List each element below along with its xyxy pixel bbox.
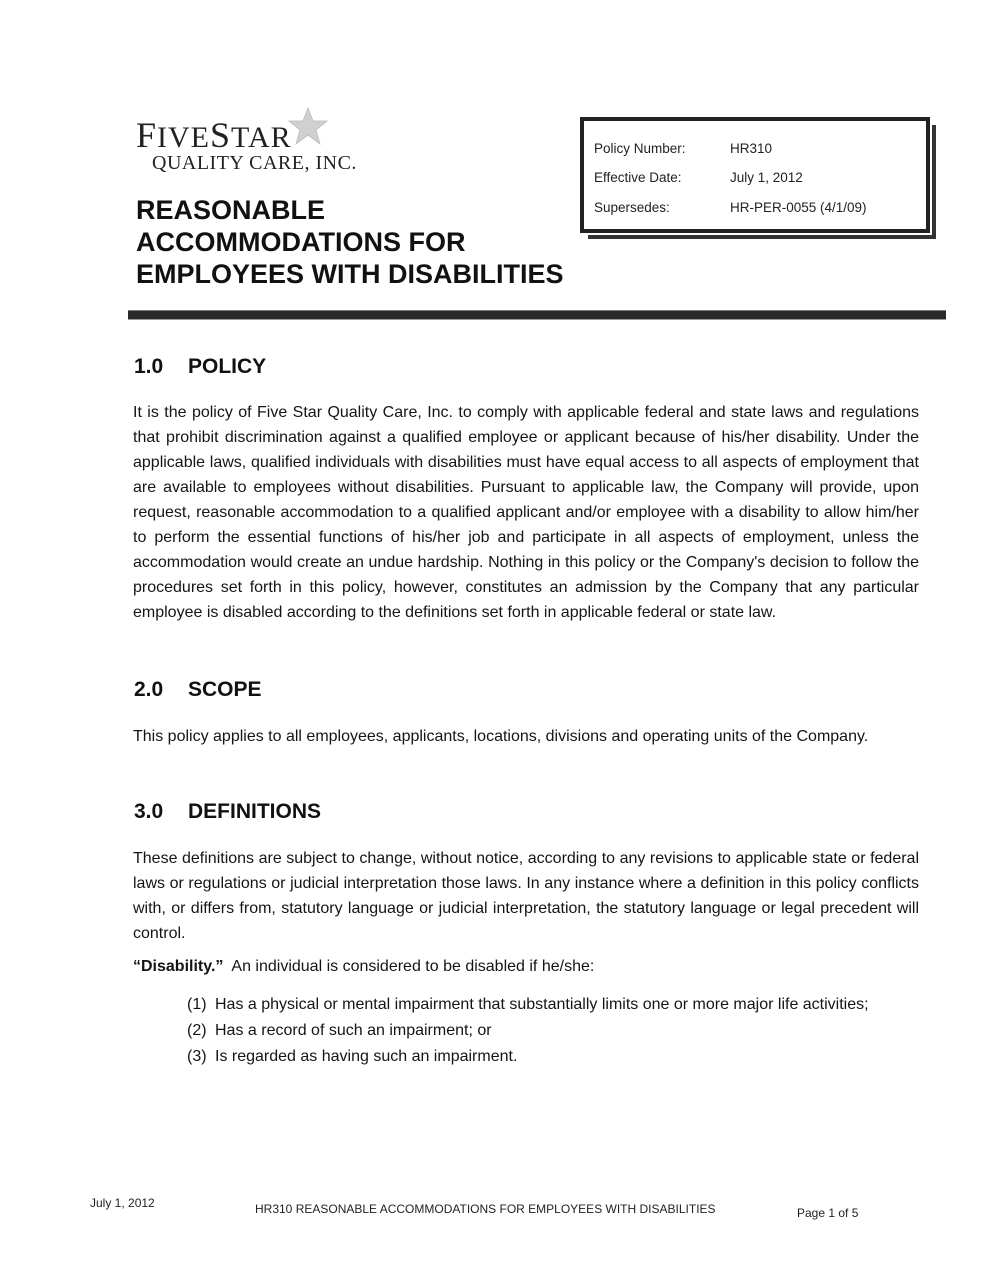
supersedes-value: HR-PER-0055 (4/1/09) (730, 200, 867, 215)
title-line: ACCOMMODATIONS FOR (136, 227, 466, 257)
list-item (187, 1044, 869, 1070)
policy-number-label: Policy Number: (594, 141, 686, 156)
effective-date-row (594, 170, 803, 185)
list-marker: (1) (187, 996, 207, 1013)
logo-letter: S (210, 115, 232, 155)
definition-list (187, 992, 869, 1070)
list-item-text: Is regarded as having such an impairment. (215, 1048, 518, 1065)
star-icon (288, 106, 328, 146)
section-number: 3.0 (134, 800, 164, 823)
section-title: POLICY (188, 355, 267, 378)
section-heading-policy (134, 355, 266, 379)
section-title: DEFINITIONS (188, 800, 322, 823)
section-heading-scope (134, 678, 262, 702)
logo-letters: TAR (231, 121, 292, 154)
footer-date: July 1, 2012 (90, 1196, 155, 1210)
scope-paragraph: This policy applies to all employees, applicants, locations, divisions and operating units of the Company. (133, 728, 869, 745)
definition-intro: An individual is considered to be disabled if he/she: (231, 958, 595, 975)
effective-date-label: Effective Date: (594, 170, 682, 185)
definition-term: “Disability.” (133, 958, 224, 975)
supersedes-row (594, 200, 867, 215)
policy-number-row (594, 141, 772, 156)
list-item-text: Has a record of such an impairment; or (215, 1022, 492, 1039)
section-title: SCOPE (188, 678, 262, 701)
policy-number-value: HR310 (730, 141, 773, 156)
policy-info-box (580, 117, 930, 233)
list-item (187, 992, 869, 1018)
effective-date-value: July 1, 2012 (730, 170, 803, 185)
section-number: 1.0 (134, 355, 164, 378)
header-divider (128, 310, 946, 320)
list-marker: (2) (187, 1022, 207, 1039)
footer-title: HR310 REASONABLE ACCOMMODATIONS FOR EMPLOYEES WITH DISABILITIES (255, 1202, 716, 1216)
document-title (136, 194, 596, 290)
logo-company-name: QUALITY CARE, INC. (152, 152, 357, 174)
supersedes-label: Supersedes: (594, 200, 670, 215)
footer-page-number: Page 1 of 5 (797, 1206, 859, 1220)
section-number: 2.0 (134, 678, 164, 701)
logo-letter: F (136, 115, 158, 155)
list-marker: (3) (187, 1048, 207, 1065)
list-item (187, 1018, 869, 1044)
list-item-text: Has a physical or mental impairment that substantially limits one or more major life activities; (215, 996, 869, 1013)
definitions-paragraph: These definitions are subject to change, without notice, according to any revisions to applicable state or federal laws or regulations or judicial interpretation those laws. In any instance where a definition in this policy conflicts with, or differs from, statutory language or judicial interpretation, the statutory language or legal precedent will control. (133, 850, 919, 942)
logo-brand-name (136, 114, 292, 156)
section-heading-definitions (134, 800, 321, 824)
policy-paragraph: It is the policy of Five Star Quality Care, Inc. to comply with applicable federal and state laws and regulations that prohibit discrimination against a qualified employee or applicant because of his/her disability. Under the applicable laws, qualified individuals with disabilities must have equal access to all aspects of employment that are available to employees without disabilities. Pursuant to applicable law, the Company will provide, upon request, reasonable accommodation to a qualified applicant and/or employee with a disability to allow him/her to perform the essential functions of his/her job and participate in all aspects of employment, unless the accommodation would create an undue hardship. Nothing in this policy or the Company's decision to follow the procedures set forth in this policy, however, constitutes an admission by the Company that any particular employee is disabled according to the definitions set forth in applicable federal or state law. (133, 404, 919, 621)
title-line: EMPLOYEES WITH DISABILITIES (136, 259, 564, 289)
logo-letters: IVE (157, 121, 211, 154)
company-logo (136, 112, 436, 182)
definition-disability (133, 958, 594, 976)
title-line: REASONABLE (136, 195, 326, 225)
